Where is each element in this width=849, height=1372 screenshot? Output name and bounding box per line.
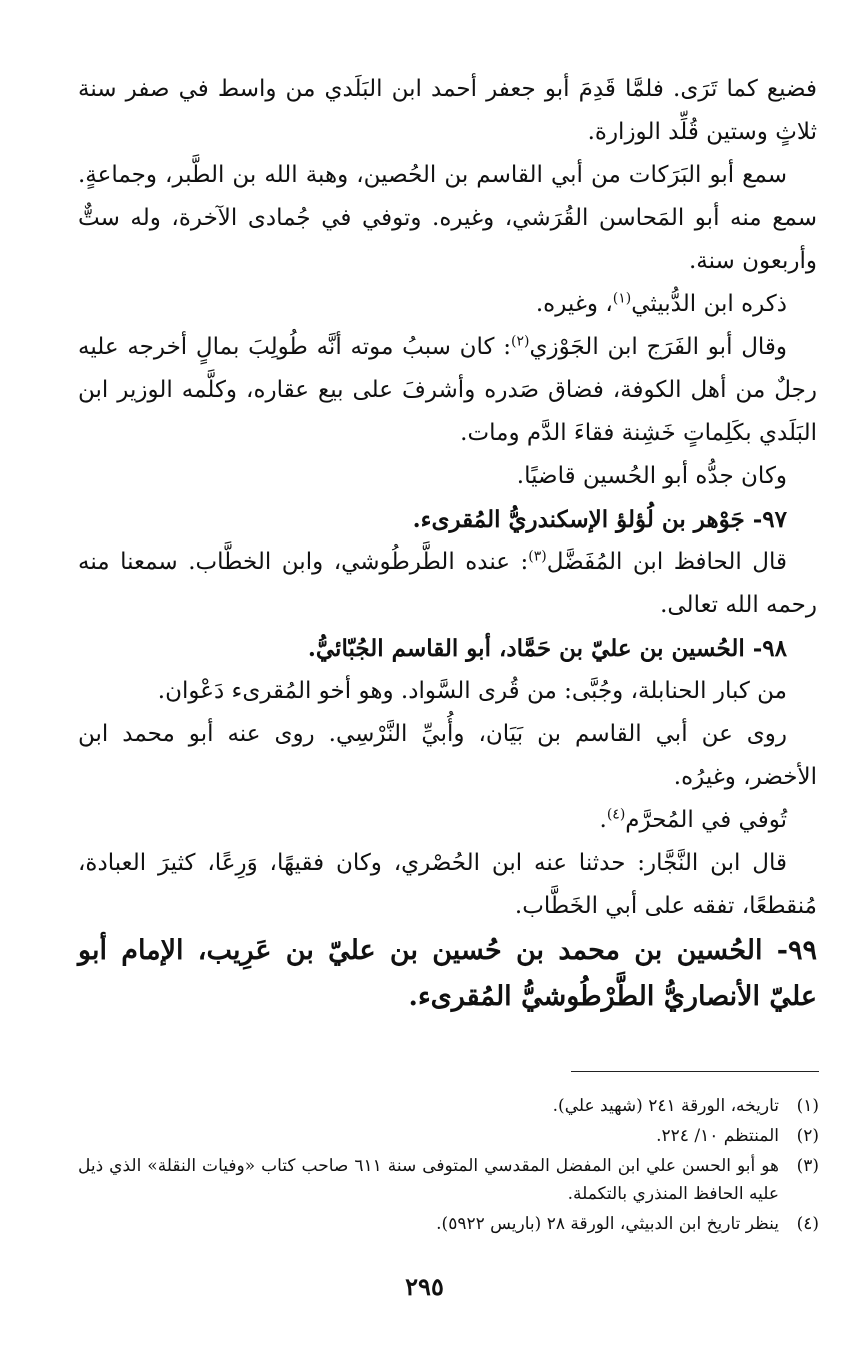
paragraph: من كبار الحنابلة، وجُبَّى: من قُرى السَّواد. وهو أخو المُقرىء دَعْوان. — [157, 678, 787, 704]
paragraph: وقال أبو الفَرَج ابن الجَوْزي$^{(٢)}$: كان سببُ موته أنَّه طُولِبَ بمالٍ أخرجه عليه رجلٌ من أهل الكوفة، فضاق صَدره وأشرفَ على بيع عقاره، وكلَّمه الوزير ابن البَلَدي بكَلِماتٍ خَشِنة فقاءَ الدَّم ومات. — [78, 333, 817, 446]
main-text — [78, 68, 817, 1020]
paragraph: سمع أبو البَرَكات من أبي القاسم بن الحُصين، وهبة الله بن الطَّبر، وجماعةٍ. سمع منه أبو المَحاسن القُرَشي، وغيره. وتوفي في جُمادى الآخرة، وله ستٌّ وأربعون سنة. — [78, 162, 817, 274]
paragraph: تُوفي في المُحرَّم$^{(٤)}$. — [599, 806, 787, 833]
footnote-ref: (٢) — [511, 333, 530, 350]
entry-heading-99: ٩٩- الحُسين بن محمد بن حُسين بن عليّ بن عَرِيب، الإمام أبو عليّ الأنصاريُّ الطَّرْطُوشيُّ المُقرىء. — [78, 935, 817, 1012]
footnote-ref: (١) — [612, 290, 632, 307]
footnote-ref: (٣) — [528, 548, 547, 565]
page-number: ٢٩٥ — [405, 1272, 444, 1301]
footnote: (١) تاريخه، الورقة ٢٤١ (شهيد علي). — [552, 1096, 819, 1116]
entry-heading-97: ٩٧- جَوْهر بن لُؤلؤ الإسكندريُّ المُقرىء. — [412, 506, 787, 533]
footnote-divider — [571, 1071, 819, 1072]
paragraph: روى عن أبي القاسم بن بَيَان، وأُبيِّ النَّرْسِي. روى عنه أبو محمد ابن الأخضر، وغيرُه. — [78, 721, 817, 790]
footnote: (٤) ينظر تاريخ ابن الدبيثي، الورقة ٢٨ (باريس ٥٩٢٢). — [436, 1214, 819, 1234]
paragraph: فضيع كما تَرَى. فلمَّا قَدِمَ أبو جعفر أحمد ابن البَلَدي من واسط في صفر سنة ثلاثٍ وستين قُلِّد الوزارة. — [78, 76, 817, 145]
footnote-ref: (٤) — [606, 806, 626, 823]
paragraph: وكان جدُّه أبو الحُسين قاضيًا. — [516, 463, 787, 489]
entry-heading-98: ٩٨- الحُسين بن عليّ بن حَمَّاد، أبو القاسم الجُبّائيُّ. — [307, 635, 787, 662]
paragraph: قال ابن النَّجَّار: حدثنا عنه ابن الحُصْري، وكان فقيهًا، وَرِعًا، كثيرَ العبادة، مُنقطعًا، تفقه على أبي الخَطَّاب. — [78, 850, 817, 919]
paragraph: ذكره ابن الدُّبيثي$^{(١)}$، وغيره. — [535, 290, 787, 317]
footnote: (٣) هو أبو الحسن علي ابن المفضل المقدسي المتوفى سنة ٦١١ صاحب كتاب «وفيات النقلة» الذي ذيل عليه الحافظ المنذري بالتكملة. — [78, 1156, 819, 1204]
footnote: (٢) المنتظم ١٠/ ٢٢٤. — [656, 1126, 819, 1146]
paragraph: قال الحافظ ابن المُفَضَّل$^{(٣)}$: عنده الطَّرطُوشي، وابن الخطَّاب. سمعنا منه رحمه الله تعالى. — [78, 548, 817, 618]
footnotes — [78, 1092, 819, 1240]
